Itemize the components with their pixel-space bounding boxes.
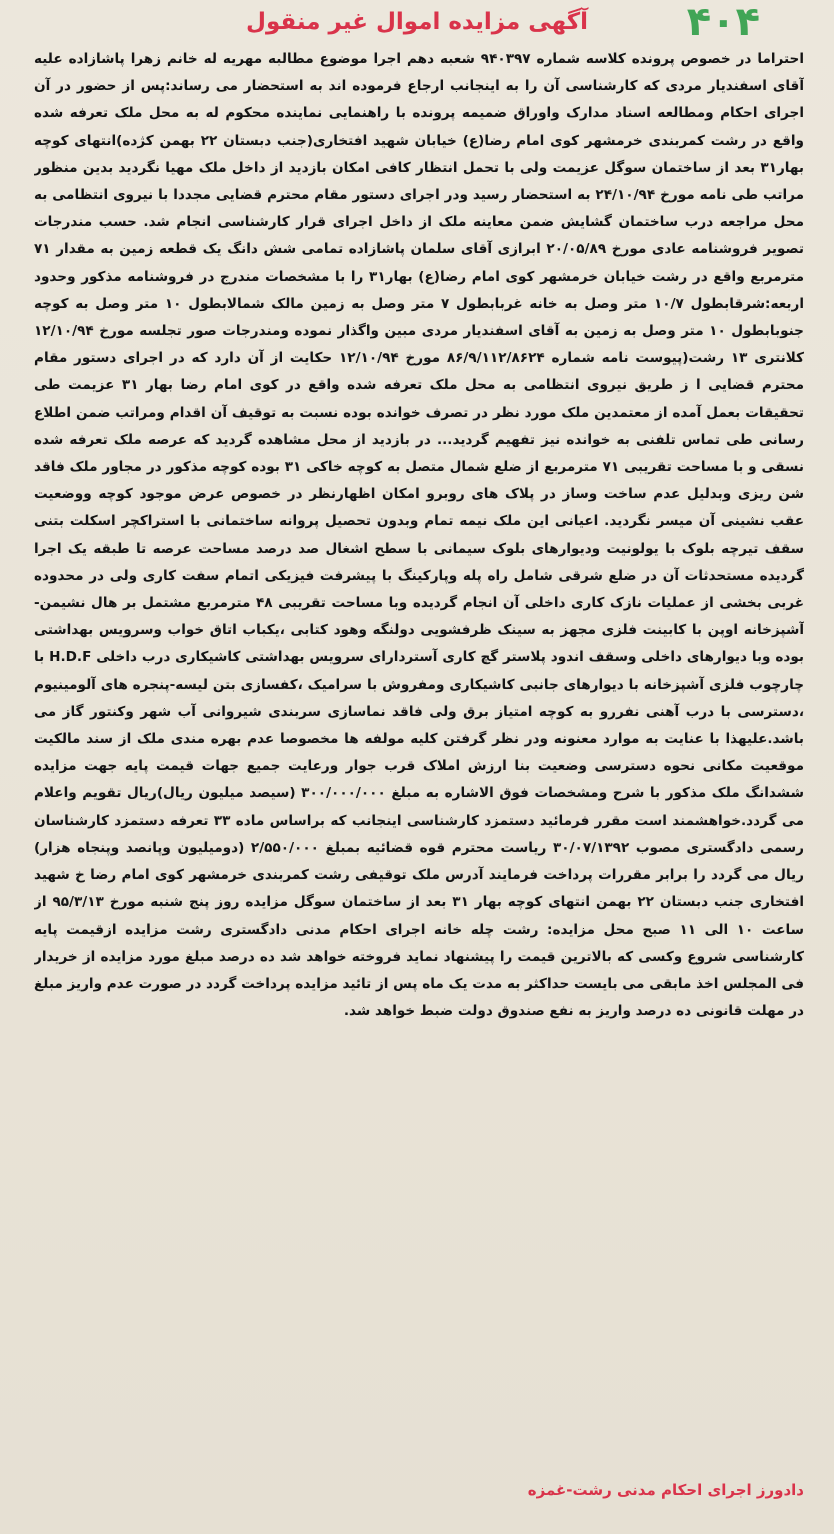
handwritten-page-number: ۴۰۴ <box>686 2 760 42</box>
notice-signature: دادورز اجرای احکام مدنی رشت-غمزه <box>527 1481 804 1499</box>
notice-title: آگهی مزایده اموال غیر منقول <box>245 9 589 35</box>
notice-body: احتراما در خصوص پرونده کلاسه شماره ۹۴۰۳۹۷ شعبه دهم اجرا موضوع مطالبه مهریه له خانم زهرا پاشازاده علیه آقای اسفندیار مردی که کارشناسی آن را به اینجانب ارجاع فرموده اند به استحضار می رساند:پس از حضور در آن اجرای احکام ومطالعه اسناد مدارک واوراق ضمیمه پرونده با راهنمایی نماینده محکوم له به محل ملک تعرفه شده واقع در رشت کمربندی خرمشهر کوی امام رضا(ع) خیابان شهید افتخاری(جنب دبستان ۲۲ بهمن کژده)انتهای کوچه بهار۳۱ بعد از ساختمان سوگل عزیمت ولی با تحمل انتظار کافی امکان بازدید از داخل ملک مهیا نگردید بدین منظور مراتب طی نامه مورخ ۲۴/۱۰/۹۴ به استحضار رسید ودر اجرای دستور مقام محترم قضایی مجددا با نیروی انتظامی به محل مراجعه درب ساختمان گشایش ضمن معاینه ملک از داخل اجرای قرار کارشناسی انجام شد. حسب مندرجات تصویر فروشنامه عادی مورخ ۲۰/۰۵/۸۹ ابرازی آقای سلمان پاشازاده تمامی شش دانگ یک قطعه زمین به مقدار ۷۱ مترمربع واقع در رشت خیابان خرمشهر کوی امام رضا(ع) بهار۳۱ را با مشخصات مندرج در فروشنامه مذکور وحدود اربعه:شرقابطول ۱۰/۷ متر وصل به خانه غربابطول ۷ متر وصل به زمین مالک شمالابطول ۱۰ متر وصل به کوچه جنوبابطول ۱۰ متر وصل به زمین به آقای اسفندیار مردی مبین واگذار نموده ومندرجات صور تجلسه مورخ ۱۲/۱۰/۹۴ کلانتری ۱۳ رشت(پیوست نامه شماره ۸۶/۹/۱۱۲/۸۶۲۴ مورخ ۱۲/۱۰/۹۴ حکایت از آن دارد که در اجرای دستور مقام محترم قضایی ا ز طریق نیروی انتظامی به محل ملک تعرفه شده واقع در کوی امام رضا بهار ۳۱ عزیمت طی تحقیقات بعمل آمده از معتمدین ملک مورد نظر در تصرف خوانده بوده نسبت به توقیف آن اقدام ومراتب ضمن اطلاع رسانی طی تماس تلفنی به خوانده نیز تفهیم گردید... در بازدید از محل مشاهده گردید که عرصه ملک تعرفه شده نسقی و با مساحت تقریبی ۷۱ مترمربع از ضلع شمال متصل به کوچه خاکی ۳۱ بوده کوچه مذکور در مجاور ملک فاقد شن ریزی وبدلیل عدم ساخت وساز در پلاک های روبرو امکان اظهارنظر در خصوص عرض موجود کوچه ووضعیت عقب نشینی آن میسر نگردید. اعیانی این ملک نیمه تمام وبدون تحصیل پروانه ساختمانی با استراکچر اسکلت بتنی سقف تیرچه بلوک با یولونیت ودیوارهای بلوک سیمانی با سطح اشغال صد درصد مساحت عرصه تا طبقه یک اجرا گردیده مستحدثات آن در ضلع شرقی شامل راه پله وپارکینگ با پیشرفت فیزیکی اتمام سفت کاری ولی در محدوده غربی بخشی از عملیات نازک کاری داخلی آن انجام گردیده وبا مساحت تقریبی ۴۸ مترمربع مشتمل بر هال نشیمن-آشپزخانه اوپن با کابینت فلزی مجهز به سینک ظرفشویی دولنگه وهود کتابی ،یکباب اتاق خواب وسرویس بهداشتی بوده وبا دیوارهای داخلی وسقف اندود پلاستر گچ کاری آستردارای سرویس بهداشتی کاشیکاری درب داخلی H.D.F با چارچوب فلزی آشپزخانه با دیوارهای جانبی کاشیکاری ومفروش با سرامیک ،کفسازی بتن لیسه-پنجره های آلومینیوم ،دسترسی با درب آهنی نفررو به کوچه امتیاز برق ولی فاقد نماسازی سربندی شیروانی آب شهر وکنتور گاز می باشد.علیهذا با عنایت به موارد معنونه ودر نظر گرفتن کلیه مولفه ها مخصوصا عدم بهره مندی ملک از سند مالکیت موقعیت مکانی نحوه دسترسی وضعیت بنا ارزش املاک قرب جوار ورعایت جمیع جهات قیمت پایه جهت مزایده ششدانگ ملک مذکور با شرح ومشخصات فوق الاشاره به مبلغ ۳۰۰/۰۰۰/۰۰۰ (سیصد میلیون ریال)ریال تقویم واعلام می گردد.خواهشمند است مقرر فرمائید دستمزد کارشناسی اینجانب که براساس ماده ۳۳ تعرفه دستمزد کارشناسان رسمی دادگستری مصوب ۳۰/۰۷/۱۳۹۲ ریاست محترم قوه قضائیه بمبلغ ۲/۵۵۰/۰۰۰ (دومیلیون وپانصد وپنجاه هزار) ریال می گردد را برابر مقررات پرداخت فرمایند آدرس ملک توقیفی رشت کمربندی خرمشهر کوی امام رضا خ شهید افتخاری جنب دبستان ۲۲ بهمن انتهای کوچه بهار ۳۱ بعد از ساختمان سوگل مزایده روز پنج شنبه مورخ ۹۵/۳/۱۳ از ساعت ۱۰ الی ۱۱ صبح محل مزایده: رشت چله خانه اجرای احکام مدنی دادگستری رشت مزایده ازقیمت پایه کارشناسی شروع وکسی که بالاترین قیمت را پیشنهاد نماید فروخته خواهد شد ده درصد مبلغ مورد مزایده از خریدار فی المجلس اخذ مابقی می بایست حداکثر به مدت یک ماه پس از تائید مزایده پرداخت گردد در صورت عدم واریز مبلغ در مهلت قانونی ده درصد واریز به نفع صندوق دولت ضبط خواهد شد. <box>34 51 804 1020</box>
